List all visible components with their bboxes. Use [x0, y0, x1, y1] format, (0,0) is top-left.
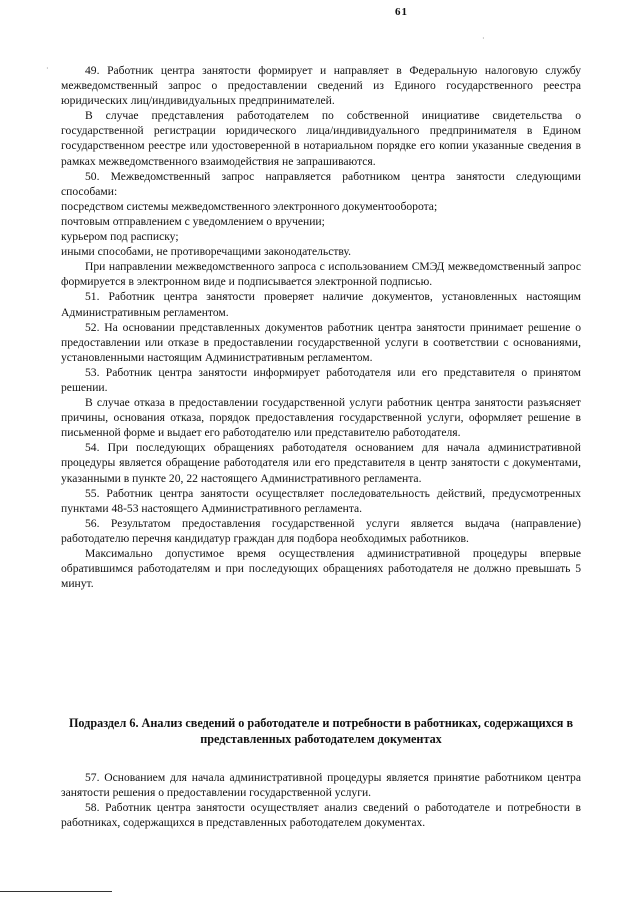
list-item: курьером под расписку;	[61, 230, 179, 244]
section-title: Подраздел 6. Анализ сведений о работодателе и потребности в работниках, содержащихся в представленных работодателем документах	[68, 716, 574, 746]
paragraph-54: 54. При последующих обращениях работодателя основанием для начала административной процедуры является обращение работодателя или его представителя в центр занятости с документами, указанными в пункте 20, 22 настоящего Административного регламента.	[61, 441, 581, 485]
paragraph-56: 56. Результатом предоставления государственной услуги является выдача (направление) работодателю перечня кандидатур граждан для подбора необходимых работников.	[61, 516, 581, 545]
paragraph-53: 53. Работник центра занятости информирует работодателя или его представителя о принятом решении.	[61, 365, 581, 394]
paragraph-50: 50. Межведомственный запрос направляется работником центра занятости следующими способами:	[61, 169, 581, 198]
body-text	[61, 63, 581, 591]
body-text-continued	[61, 770, 581, 830]
list-item: почтовым отправлением с уведомлением о вручении;	[61, 214, 325, 228]
paragraph-52: 52. На основании представленных документов работник центра занятости принимает решение о предоставлении или отказе в предоставлении государственной услуги в соответствии с основаниями, установленными настоящим Административным регламентом.	[61, 320, 581, 364]
footer-rule	[0, 891, 112, 892]
paragraph-55: 55. Работник центра занятости осуществляет последовательность действий, предусмотренных пунктами 48-53 настоящего Административного регламента.	[61, 486, 581, 515]
paragraph-49: 49. Работник центра занятости формирует и направляет в Федеральную налоговую службу межведомственный запрос о предоставлении сведений из Единого государственного реестра юридических лиц/индивидуальных предпринимателей.	[61, 64, 581, 108]
paragraph: При направлении межведомственного запроса с использованием СМЭД межведомственный запрос формируется в электронном виде и подписывается электронной подписью.	[61, 260, 581, 289]
paragraph-58: 58. Работник центра занятости осуществляет анализ сведений о работодателе и потребности в работниках, содержащихся в представленных работодателем документах.	[61, 801, 581, 830]
paragraph: Максимально допустимое время осуществления административной процедуры впервые обратившимся работодателям и при последующих обращениях работодателя не должно превышать 5 минут.	[61, 547, 581, 591]
page-number: 61	[395, 6, 408, 18]
scan-speck: ·	[482, 34, 485, 43]
paragraph: В случае отказа в предоставлении государственной услуги работник центра занятости разъясняет причины, основания отказа, порядок предоставления государственной услуги, оформляет решение в письменной форме и выдает его работодателю или представителю работодателя.	[61, 396, 581, 440]
list-item: иными способами, не противоречащими законодательству.	[61, 245, 352, 259]
paragraph-51: 51. Работник центра занятости проверяет наличие документов, установленных настоящим Административным регламентом.	[61, 290, 581, 319]
scan-speck: ·	[46, 64, 49, 73]
paragraph-57: 57. Основанием для начала административной процедуры является принятие работником центра занятости решения о предоставлении государственной услуги.	[61, 771, 581, 800]
list-item: посредством системы межведомственного электронного документооборота;	[61, 199, 438, 213]
paragraph: В случае представления работодателем по собственной инициативе свидетельства о государственной регистрации юридического лица/индивидуального предпринимателя в Едином государственном реестре или удостоверенной в нотариальном порядке его копии указанные сведения в рамках межведомственного взаимодействия не запрашиваются.	[61, 109, 581, 168]
